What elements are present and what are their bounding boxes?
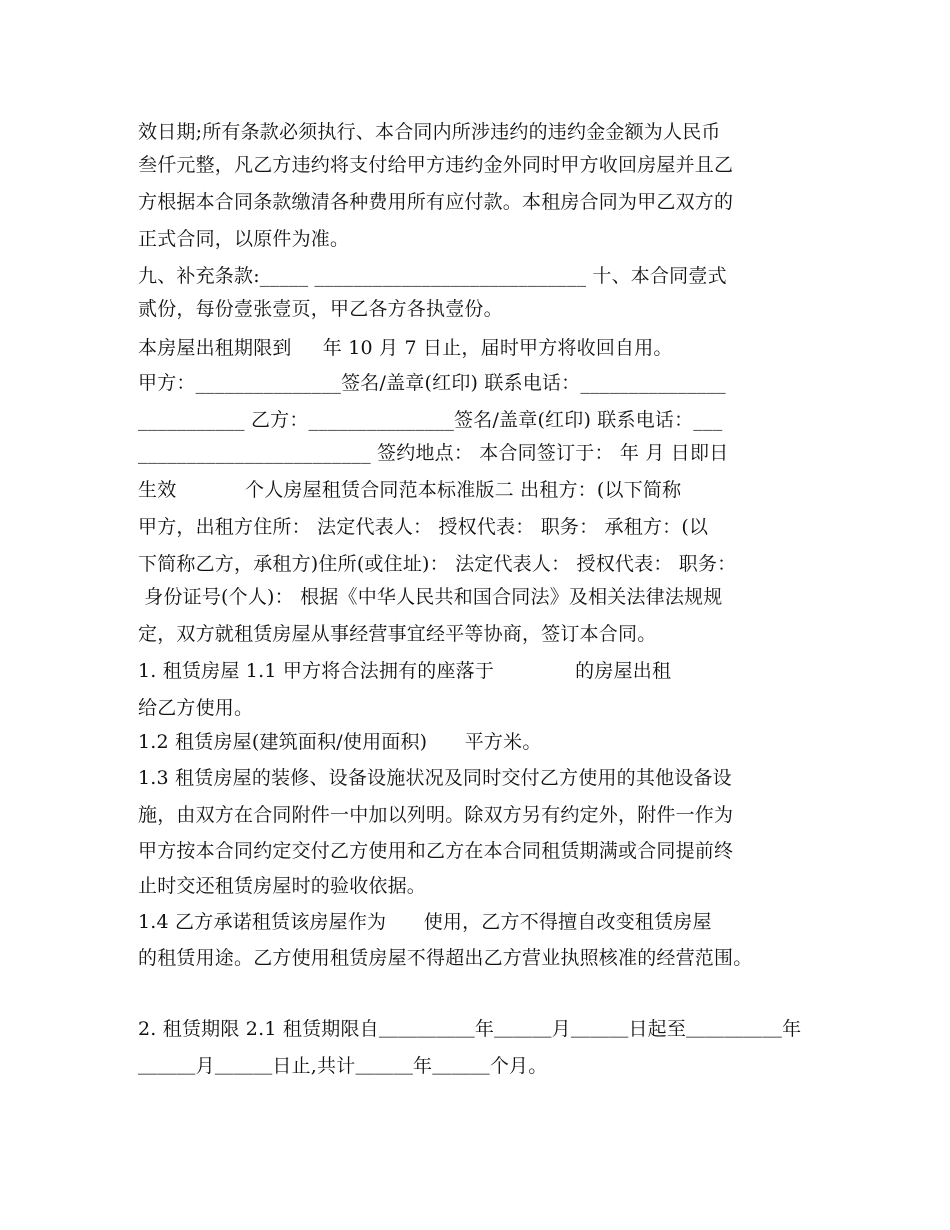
- text-line: 生效 个人房屋租赁合同范本标准版二 出租方：(以下简称: [138, 479, 682, 501]
- text-line: 叁仟元整，凡乙方违约将支付给甲方违约金外同时甲方收回房屋并且乙: [138, 154, 734, 176]
- text-line: 九、补充条款:_____ ____________________________ 十、本合同壹式: [138, 265, 727, 287]
- text-line: ________________________ 签约地点： 本合同签订于： 年 月 日即日: [138, 442, 729, 464]
- text-line: 止时交还租赁房屋时的验收依据。: [138, 875, 427, 897]
- text-line: 的租赁用途。乙方使用租赁房屋不得超出乙方营业执照核准的经营范围。: [138, 947, 753, 969]
- text-line: 定，双方就租赁房屋从事经营事宜经平等协商，签订本合同。: [138, 623, 657, 645]
- text-line: 2. 租赁期限 2.1 租赁期限自＿＿＿＿＿年＿＿＿月＿＿＿日起至＿＿＿＿＿年: [138, 1018, 802, 1040]
- text-line: 正式合同，以原件为准。: [138, 228, 350, 250]
- text-line: 方根据本合同条款缴清各种费用所有应付款。本租房合同为甲乙双方的: [138, 191, 734, 213]
- text-line: 甲方，出租方住所： 法定代表人： 授权代表： 职务： 承租方：(以: [138, 516, 709, 538]
- text-line: 下简称乙方，承租方)住所(或住址)： 法定代表人： 授权代表： 职务：: [138, 553, 737, 575]
- text-line: ＿＿＿月＿＿＿日止,共计＿＿＿年＿＿＿个月。: [138, 1055, 548, 1077]
- text-line: 效日期;所有条款必须执行、本合同内所涉违约的违约金金额为人民币: [138, 121, 721, 143]
- text-line: 甲方：_______________签名/盖章(红印) 联系电话：_______________: [138, 372, 726, 394]
- text-line: 施，由双方在合同附件一中加以列明。除双方另有约定外，附件一作为: [138, 804, 734, 826]
- text-line: 1.4 乙方承诺租赁该房屋作为 使用，乙方不得擅自改变租赁房屋: [138, 911, 712, 933]
- text-line: 1.2 租赁房屋(建筑面积/使用面积) 平方米。: [138, 731, 542, 753]
- text-line: 本房屋出租期限到 年 10 月 7 日止，届时甲方将收回自用。: [138, 337, 673, 359]
- text-line: 身份证号(个人)： 根据《中华人民共和国合同法》及相关法律法规规: [138, 586, 723, 608]
- text-line: 给乙方使用。: [138, 697, 254, 719]
- text-line: 1.3 租赁房屋的装修、设备设施状况及同时交付乙方使用的其他设备设: [138, 767, 732, 789]
- text-line: 贰份，每份壹张壹页，甲乙各方各执壹份。: [138, 298, 503, 320]
- text-line: 甲方按本合同约定交付乙方使用和乙方在本合同租赁期满或合同提前终: [138, 840, 734, 862]
- text-line: 1. 租赁房屋 1.1 甲方将合法拥有的座落于 的房屋出租: [138, 660, 672, 682]
- text-line: ___________ 乙方：_______________签名/盖章(红印) 联系电话：___: [138, 409, 723, 431]
